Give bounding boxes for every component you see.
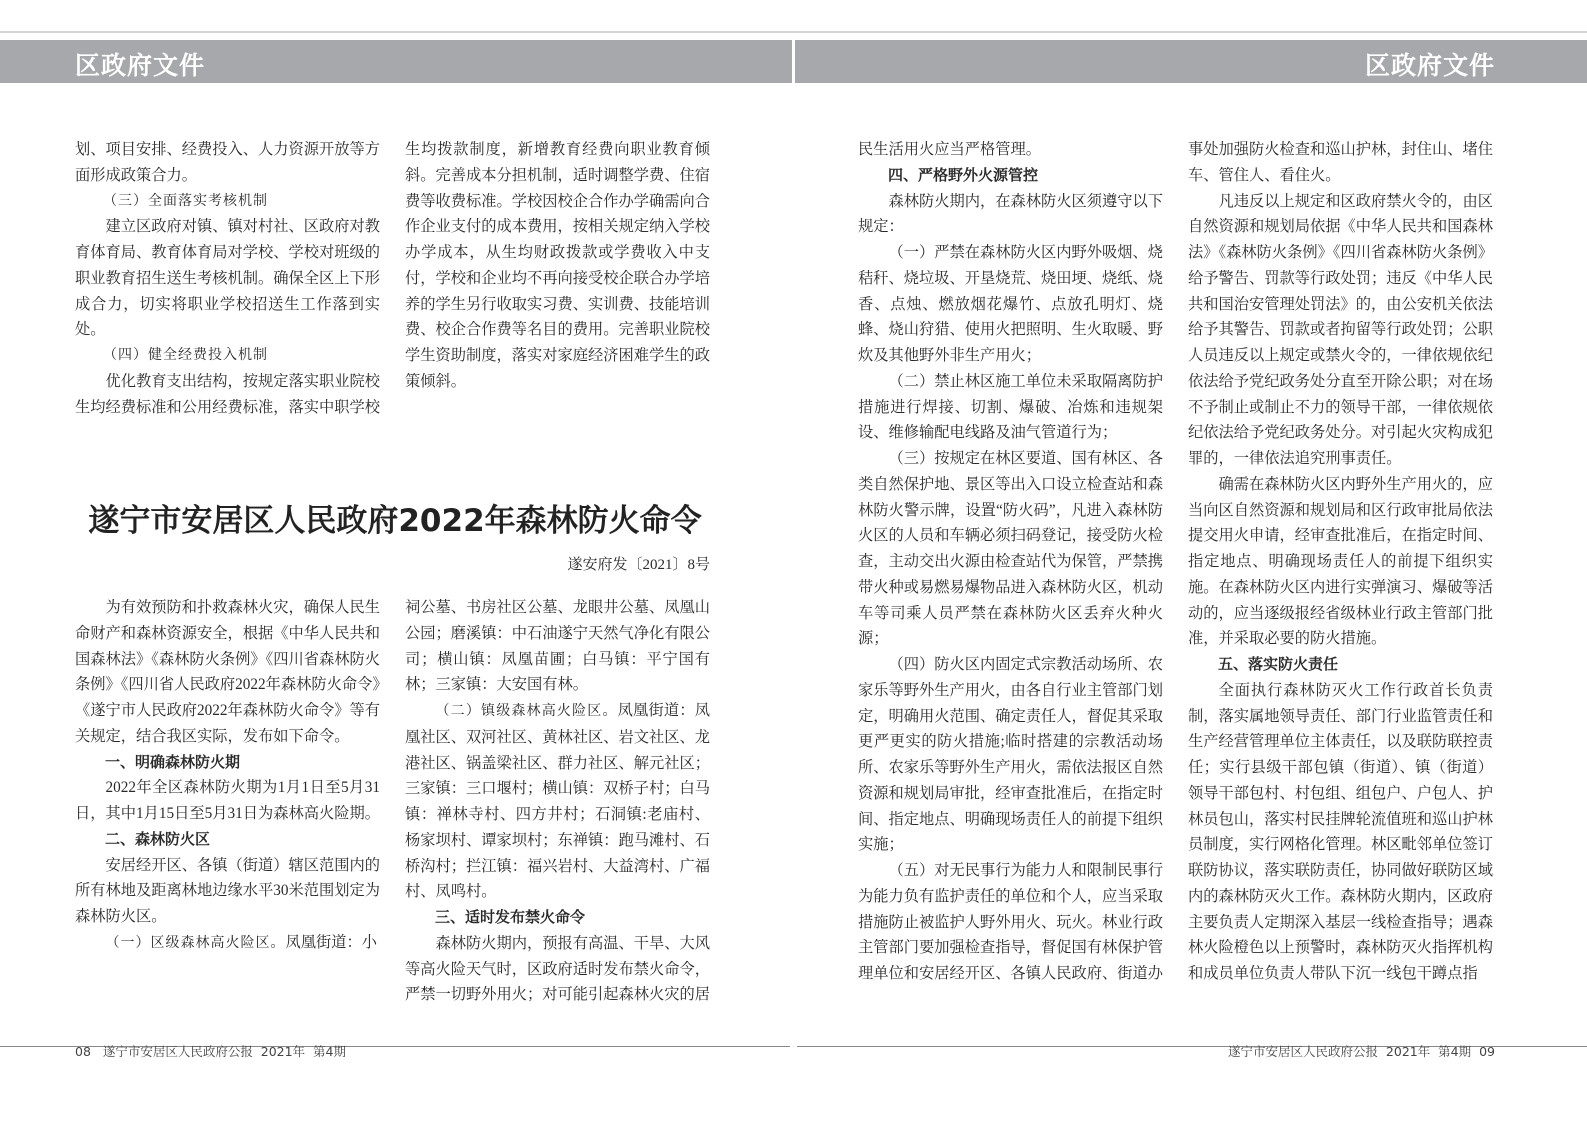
- right-publication-info: 遂宁市安居区人民政府公报 2021年 第4期: [1227, 1044, 1472, 1059]
- paragraph: [405, 698, 710, 905]
- section-heading: 五、落实防火责任: [1218, 655, 1339, 673]
- paragraph: 确需在森林防火区内野外生产用火的，应当向区自然资源和规划局和区行政审批局依法提交用火申请，经审查批准后，在指定时间、指定地点、明确现场责任人的前提下组织实施。在森林防火区内进行实弹演习、爆破等活动的，应当逐级报经省级林业行政主管部门批准，并采取必要的防火措施。: [1188, 475, 1493, 648]
- right-page-column-1: [858, 137, 1163, 987]
- paragraph: （二）禁止林区施工单位未采取隔离防护措施进行焊接、切割、爆破、冶炼和违规架设、维修输配电线路及油气管道行为；: [858, 372, 1163, 442]
- section-heading: 二、森林防火区: [105, 829, 211, 848]
- paragraph: （三）按规定在林区要道、国有林区、各类自然保护地、景区等出入口设立检查站和森林防火警示牌，设置“防火码”，凡进入森林防火区的人员和车辆必须扫码登记，接受防火检查，主动交出火源由检查站代为保管，严禁携带火种或易燃易爆物品进入森林防火区，机动车等司乘人员严禁在森林防火区丢弃火种火源；: [858, 450, 1163, 648]
- right-section-title: 区政府文件: [1364, 51, 1495, 80]
- paragraph: 2022年全区森林防火期为1月1日至5月31日，其中1月15日至5月31日为森林高火险期。: [75, 779, 380, 822]
- left-page-column-1-order: [75, 595, 380, 957]
- paragraph: 民生活用火应当严格管理。: [858, 141, 1041, 158]
- section-heading: 四、严格野外火源管控: [888, 165, 1039, 184]
- paragraph: 事处加强防火检查和巡山护林，封住山、堵住车、管住人、看住火。: [1188, 141, 1493, 184]
- left-page-column-1-top: [75, 137, 380, 420]
- paragraph: （五）对无民事行为能力人和限制民事行为能力负有监护责任的单位和个人，应当采取措施防止被监护人野外用火、玩火。林业行政主管部门要加强检查指导，督促国有林保护管理单位和安居经开区、各镇人民政府、街道办: [858, 862, 1163, 982]
- left-section-title: 区政府文件: [75, 51, 206, 80]
- left-page-number: 08: [75, 1044, 91, 1059]
- paragraph: （四）防火区内固定式宗教活动场所、农家乐等野外生产用火，由各自行业主管部门划定，明确用火范围、确定责任人，督促其采取更严更实的防火措施;临时搭建的宗教活动场所、农家乐等野外生产用火，需依法报区自然资源和规划局审批，经审查批准后，在指定时间、指定地点、明确现场责任人的前提下组织实施；: [858, 656, 1163, 854]
- right-page-column-2: [1188, 137, 1493, 987]
- paragraph: 建立区政府对镇、镇对村社、区政府对教育体育局、教育体育局对学校、学校对班级的职业教育招生送生考核机制。确保全区上下形成合力，切实将职业学校招送生工作落到实处。: [75, 218, 380, 339]
- section-heading: 三、适时发布禁火命令: [435, 908, 586, 926]
- paragraph-text: 凤凰街道：凤凰社区、双河社区、黄林社区、岩文社区、龙港社区、锅盖梁社区、群力社区、解元社区；三家镇：三口堰村；横山镇：双桥子村；白马镇：禅林寺村、四方井村；石洞镇:老庙村、杨家坝村、谭家坝村；东禅镇：跑马滩村、石桥沟村；拦江镇：福兴岩村、大益湾村、广福村、凤鸣村。: [405, 702, 711, 901]
- paragraph-lead: （二）镇级森林高火险区。: [435, 704, 618, 719]
- left-page-column-2-order: [405, 595, 710, 1008]
- paragraph: 安居经开区、各镇（街道）辖区范围内的所有林地及距离林地边缘水平30米范围划定为森林防火区。: [75, 856, 380, 925]
- right-page-number: 09: [1479, 1044, 1495, 1059]
- top-rule: [0, 31, 1587, 33]
- paragraph: 生均拨款制度，新增教育经费向职业教育倾斜。完善成本分担机制，适时调整学费、住宿费等收费标准。学校因校企合作办学确需向合作企业支付的成本费用，按相关规定纳入学校办学成本，从生均财政拨款或学费收入中支付，学校和企业均不再向接受校企联合办学培养的学生另行收取实习费、实训费、技能培训费、校企合作费等名目的费用。完善职业院校学生资助制度，落实对家庭经济困难学生的政策倾斜。: [405, 141, 710, 390]
- document-number: 遂安府发〔2021〕8号: [567, 557, 710, 573]
- paragraph: 为有效预防和扑救森林火灾，确保人民生命财产和森林资源安全，根据《中华人民共和国森林法》《森林防火条例》《四川省森林防火条例》《四川省人民政府2022年森林防火命令》《遂宁市人民政府2022年森林防火命令》等有关规定，结合我区实际，发布如下命令。: [75, 599, 380, 745]
- left-publication-info: 遂宁市安居区人民政府公报 2021年 第4期: [102, 1044, 346, 1059]
- paragraph: 凡违反以上规定和区政府禁火令的，由区自然资源和规划局依据《中华人民共和国森林法》《森林防火条例》《四川省森林防火条例》给予警告、罚款等行政处罚；违反《中华人民共和国治安管理处罚法》的，由公安机关依法给予其警告、罚款或者拘留等行政处罚；公职人员违反以上规定或禁火令的，一律依规依纪依法给予党纪政务处分直至开除公职；对在场不予制止或制止不力的领导干部，一律依规依纪依法给予党纪政务处分。对引起火灾构成犯罪的，一律依法追究刑事责任。: [1188, 192, 1493, 467]
- paragraph: 划、项目安排、经费投入、人力资源开放等方面形成政策合力。: [75, 141, 380, 184]
- paragraph-lead: （一）区级森林高火险区。: [105, 935, 286, 951]
- paragraph: 全面执行森林防灭火工作行政首长负责制，落实属地领导责任、部门行业监管责任和生产经营管理单位主体责任，以及联防联控责任；实行县级干部包镇（街道）、镇（街道）领导干部包村、村包组、组包户、户包人、护林员包山，落实村民挂牌轮流值班和巡山护林员制度，实行网格化管理。林区毗邻单位签订联防协议，落实联防责任，协同做好联防区域内的森林防灭火工作。森林防火期内，区政府主要负责人定期深入基层一线检查指导；遇森林火险橙色以上预警时，森林防灭火指挥机构和成员单位负责人带队下沉一线包干蹲点指: [1188, 681, 1493, 982]
- paragraph: [75, 930, 380, 957]
- left-footer: [75, 1042, 346, 1060]
- article-title: 遂宁市安居区人民政府2022年森林防火命令: [88, 503, 702, 539]
- section-heading: 一、明确森林防火期: [105, 752, 241, 771]
- subsection-heading: （三）全面落实考核机制: [103, 193, 268, 209]
- subsection-heading: （四）健全经费投入机制: [103, 348, 268, 363]
- paragraph-text: 凤凰街道：小: [285, 933, 377, 951]
- paragraph: 森林防火期内，预报有高温、干旱、大风等高火险天气时，区政府适时发布禁火命令，严禁一切野外用火；对可能引起森林火灾的居: [405, 934, 710, 1004]
- paragraph: （一）严禁在森林防火区内野外吸烟、烧秸秆、烧垃圾、开垦烧荒、烧田埂、烧纸、烧香、点烛、燃放烟花爆竹、点放孔明灯、烧蜂、烧山狩猎、使用火把照明、生火取暖、野炊及其他野外非生产用火；: [858, 244, 1163, 364]
- paragraph: 森林防火期内，在森林防火区须遵守以下规定：: [858, 192, 1163, 236]
- right-footer: [1228, 1042, 1495, 1060]
- left-page-column-2-top: [405, 137, 710, 395]
- paragraph: 优化教育支出结构，按规定落实职业院校生均经费标准和公用经费标准，落实中职学校: [75, 372, 380, 416]
- paragraph: 祠公墓、书房社区公墓、龙眼井公墓、凤凰山公园；磨溪镇：中石油遂宁天然气净化有限公司；横山镇：凤凰苗圃；白马镇：平宁国有林；三家镇：大安国有林。: [405, 599, 710, 694]
